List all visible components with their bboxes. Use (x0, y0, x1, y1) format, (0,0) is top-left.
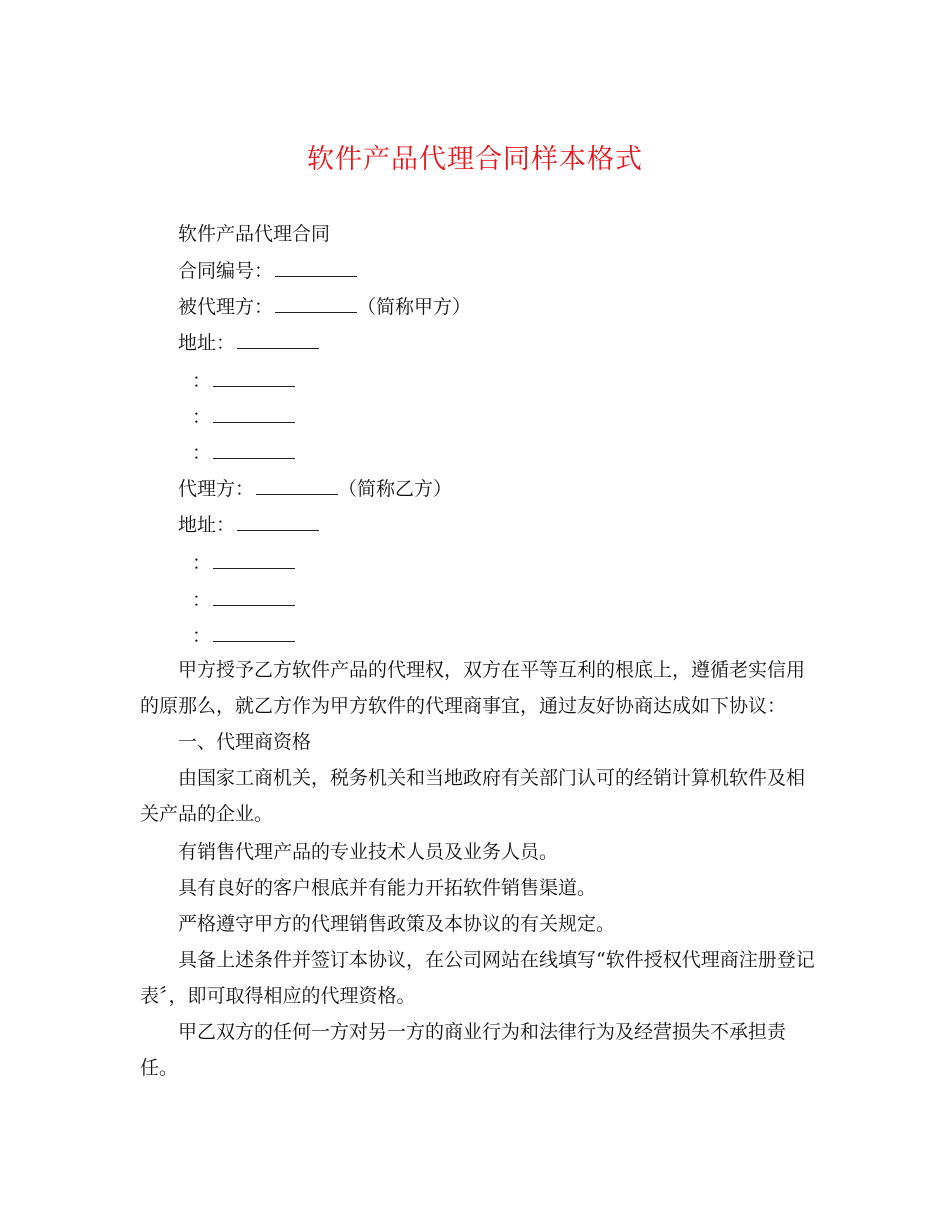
principal-field-line (192, 366, 295, 395)
principal-field-line (192, 438, 295, 467)
agent-field-line (192, 621, 295, 650)
paragraph-5: 严格遵守甲方的代理销售政策及本协议的有关规定。 (178, 913, 616, 935)
agent-address-label: 地址： (178, 514, 236, 536)
field-blank (213, 621, 295, 642)
section-1-heading: 一、代理商资格 (178, 731, 312, 753)
paragraph-4: 具有良好的客户根底并有能力开拓软件销售渠道。 (178, 877, 597, 899)
agent-suffix: （简称乙方） (338, 478, 453, 500)
agent-field-line (192, 585, 295, 614)
paragraph-7-line-2: 任。 (140, 1057, 179, 1079)
paragraph-6-line-1: 具备上述条件并签订本协议，在公司网站在线填写“软件授权代理商注册登记 (178, 949, 815, 971)
contract-name: 软件产品代理合同 (178, 223, 331, 245)
principal-address-label: 地址： (178, 332, 236, 354)
agent-field-line (192, 548, 295, 577)
field-colon: ： (192, 589, 212, 611)
field-colon: ： (192, 370, 212, 392)
paragraph-3: 有销售代理产品的专业技术人员及业务人员。 (178, 841, 559, 863)
contract-number-label: 合同编号： (178, 260, 274, 282)
field-blank (213, 548, 295, 569)
principal-blank (275, 292, 357, 313)
contract-number-blank (275, 256, 357, 277)
agent-label: 代理方： (178, 478, 255, 500)
field-blank (213, 402, 295, 423)
principal-suffix: （简称甲方） (357, 296, 472, 318)
paragraph-2-line-1: 由国家工商机关，税务机关和当地政府有关部门认可的经销计算机软件及相 (178, 767, 806, 789)
paragraph-2-line-2: 关产品的企业。 (140, 803, 274, 825)
contract-number-line (178, 256, 357, 285)
principal-line (178, 292, 471, 321)
field-blank (213, 585, 295, 606)
paragraph-6-line-2: 表〞，即可取得相应的代理资格。 (140, 985, 416, 1007)
paragraph-1-line-2: 的原那么，就乙方作为甲方软件的代理商事宜，通过友好协商达成如下协议： (140, 695, 787, 717)
field-colon: ： (192, 442, 212, 464)
principal-field-line (192, 402, 295, 431)
field-colon: ： (192, 406, 212, 428)
field-colon: ： (192, 625, 212, 647)
paragraph-1-line-1: 甲方授予乙方软件产品的代理权，双方在平等互利的根底上，遵循老实信用 (178, 659, 806, 681)
principal-address-blank (237, 328, 319, 349)
agent-address-blank (237, 510, 319, 531)
field-blank (213, 438, 295, 459)
agent-line (178, 474, 452, 503)
field-blank (213, 366, 295, 387)
paragraph-7-line-1: 甲乙双方的任何一方对另一方的商业行为和法律行为及经营损失不承担责 (178, 1021, 787, 1043)
agent-blank (256, 474, 338, 495)
principal-address-line (178, 328, 319, 357)
principal-label: 被代理方： (178, 296, 274, 318)
agent-address-line (178, 510, 319, 539)
field-colon: ： (192, 552, 212, 574)
document-title: 软件产品代理合同样本格式 (307, 144, 643, 175)
